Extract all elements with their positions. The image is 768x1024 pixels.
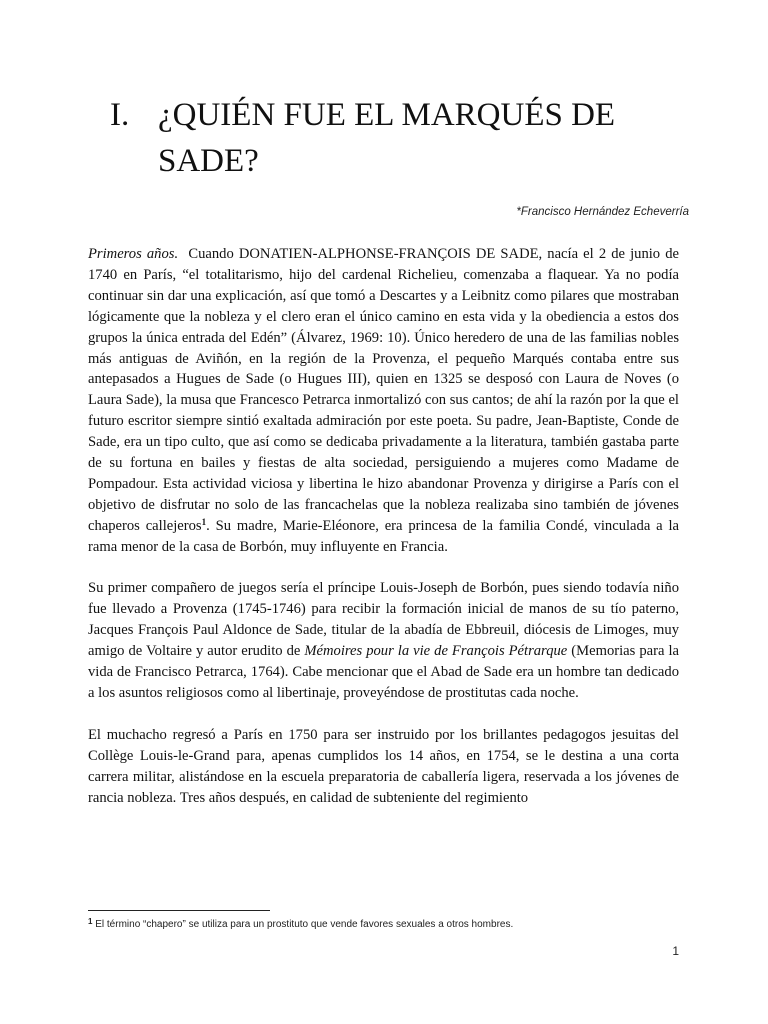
body-text <box>88 244 679 829</box>
paragraph-2 <box>88 578 679 703</box>
footnote-reference[interactable]: 1 <box>201 516 207 527</box>
section-lead: Primeros años. <box>88 246 179 262</box>
paragraph-1-text: Cuando DONATIEN-ALPHONSE-FRANÇOIS DE SADE, nacía el 2 de junio de 1740 en París, “el totalitarismo, hijo del cardenal Richelieu, comenzaba a flaquear. Ya no podía continuar sin dar una explicación, así que tomó a Descartes y a Leibnitz como pilares que mostraban lógicamente que la nobleza y el clero eran el único camino en esta vida y la obediencia a estos dos grupos la única entrada del Edén” (Álvarez, 1969: 10). Único heredero de una de las familias nobles más antiguas de Aviñón, en la región de la Provenza, el pequeño Marqués contaba entre sus antepasados a Hugues de Sade (o Hugues III), quien en 1325 se desposó con Laura de Noves (o Laura Sade), la musa que Francesco Petrarca inmortalizó con sus cantos; de ahí la razón por la que el futuro escritor siempre sintió exaltada admiración por este poeta. Su padre, Jean-Baptiste, Conde de Sade, era un tipo culto, que así como se dedicaba privadamente a la literatura, también gastaba parte de su fortuna en bailes y fiestas de alta sociedad, persiguiendo a mujeres como Madame de Pompadour. Esta actividad viciosa y libertina le hizo abandonar Provenza y dirigirse a París con el objetivo de disfrutar no solo de las francachelas que la nobleza realizaba sino también de jóvenes chaperos callejeros <box>88 246 679 534</box>
footnote-divider <box>88 910 270 911</box>
author-byline: *Francisco Hernández Echeverría <box>516 206 689 218</box>
book-title: Mémoires pour la vie de François Pétrarque <box>304 643 568 660</box>
chapter-title: ¿QUIÉN FUE EL MARQUÉS DE SADE? <box>158 97 616 179</box>
paragraph-2-text-after: (Memorias para la vida de Francisco Petrarca, 1764). Cabe mencionar que el Abad de Sade era un hombre tan dedicado a los asuntos religiosos como al libertinaje, proveyéndose de prostitutas cada noche. <box>88 643 679 702</box>
chapter-number: I. <box>110 97 130 133</box>
chapter-heading <box>110 92 670 184</box>
paragraph-1 <box>88 244 679 558</box>
paragraph-2-text: Su primer compañero de juegos sería el príncipe Louis-Joseph de Borbón, pues siendo todavía niño fue llevado a Provenza (1745-1746) para recibir la formación inicial de manos de su tío paterno, Jacques François Paul Aldonce de Sade, titular de la abadía de Ebbreuil, diócesis de Limoges, muy amigo de Voltaire y autor erudito de <box>88 580 679 660</box>
footnote-text: El término “chapero” se utiliza para un prostituto que vende favores sexuales a otros hombres. <box>95 919 514 930</box>
footnote <box>88 917 679 930</box>
paragraph-1-text-after: . Su madre, Marie-Eléonore, era princesa de la familia Condé, vinculada a la rama menor de la casa de Borbón, muy influyente en Francia. <box>88 517 680 555</box>
paragraph-3 <box>88 725 679 809</box>
paragraph-3-text: El muchacho regresó a París en 1750 para ser instruido por los brillantes pedagogos jesuitas del Collège Louis-le-Grand para, apenas cumplidos los 14 años, en 1754, se le destina a una corta carrera militar, alistándose en la escuela preparatoria de caballería ligera, reservada a los jóvenes de rancia nobleza. Tres años después, en calidad de subteniente del regimiento <box>88 726 679 806</box>
page-number: 1 <box>672 944 679 958</box>
footnote-marker: 1 <box>88 917 93 926</box>
